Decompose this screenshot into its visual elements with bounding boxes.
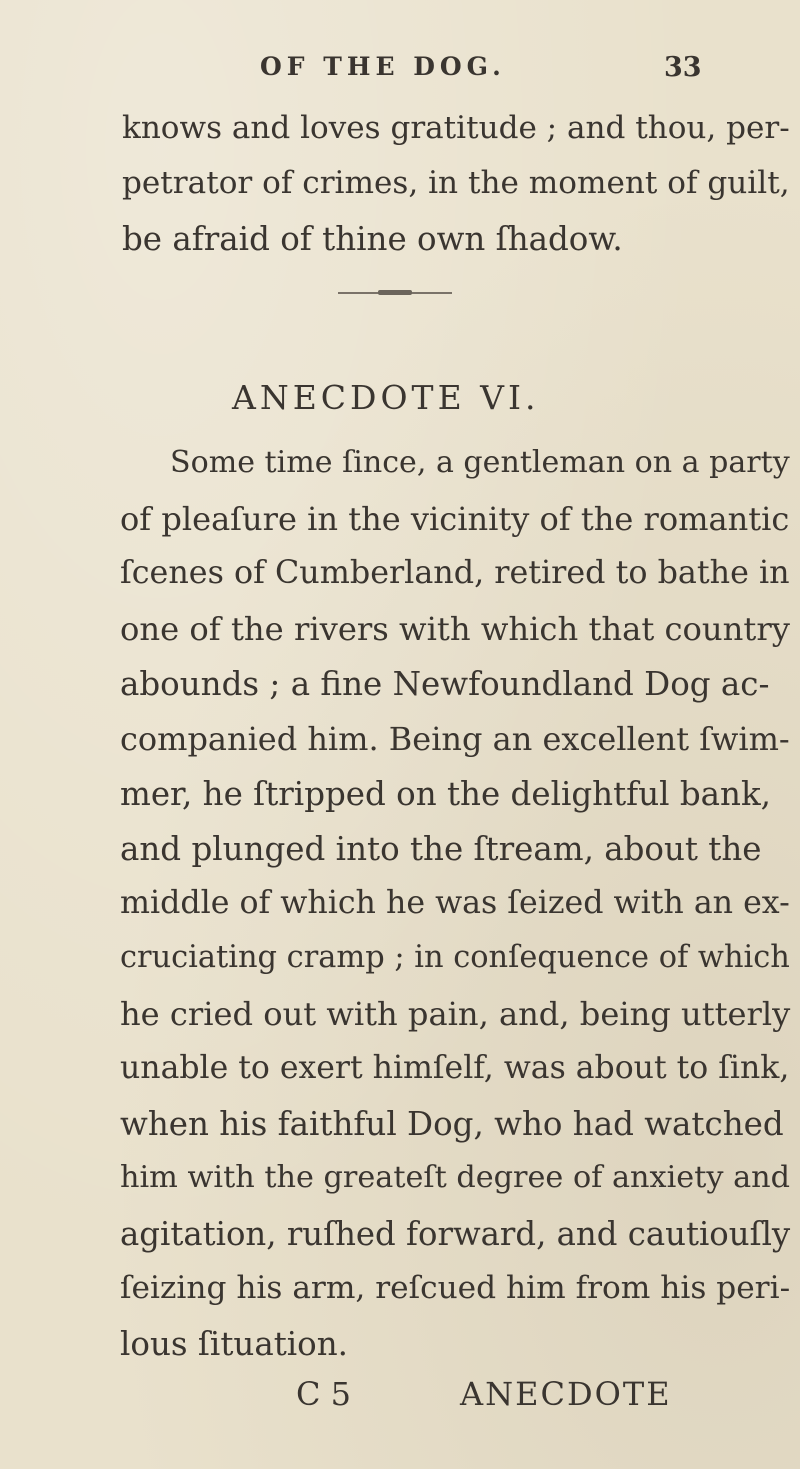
- text-line: when his faithful Dog, who had watched: [120, 1105, 784, 1143]
- text-line: companied him. Being an excellent ſwim-: [120, 720, 790, 758]
- text-line: petrator of crimes, in the moment of guilt,: [122, 165, 790, 201]
- section-divider: [338, 292, 452, 294]
- text-line: of pleaſure in the vicinity of the romantic: [120, 500, 790, 538]
- running-head-title: OF THE DOG.: [260, 52, 506, 81]
- text-line: agitation, ruſhed forward, and cautiouſly: [120, 1215, 791, 1253]
- text-line: him with the greateſt degree of anxiety and: [120, 1160, 790, 1195]
- text-line: lous ſituation.: [120, 1325, 348, 1363]
- signature-mark: C 5: [296, 1375, 352, 1413]
- text-line: ſeizing his arm, reſcued him from his peri-: [120, 1270, 791, 1306]
- text-line: be afraid of thine own ſhadow.: [122, 220, 623, 258]
- text-line: middle of which he was ſeized with an ex-: [120, 885, 790, 921]
- text-line: cruciating cramp ; in conſequence of which: [120, 940, 790, 975]
- text-line: ſcenes of Cumberland, retired to bathe in: [120, 555, 790, 591]
- text-line: unable to exert himſelf, was about to ſink,: [120, 1050, 790, 1086]
- page-number: 33: [664, 52, 702, 83]
- section-heading: ANECDOTE VI.: [232, 378, 540, 417]
- text-line: Some time ſince, a gentleman on a party: [170, 445, 790, 480]
- text-line: knows and loves gratitude ; and thou, per-: [122, 110, 790, 146]
- text-line: abounds ; a fine Newfoundland Dog ac-: [120, 665, 770, 703]
- catchword: ANECDOTE: [460, 1375, 672, 1413]
- text-line: mer, he ſtripped on the delightful bank,: [120, 775, 771, 813]
- running-head: [0, 52, 800, 92]
- text-line: he cried out with pain, and, being utterly: [120, 995, 791, 1033]
- text-line: and plunged into the ſtream, about the: [120, 830, 762, 868]
- text-line: one of the rivers with which that country: [120, 610, 790, 648]
